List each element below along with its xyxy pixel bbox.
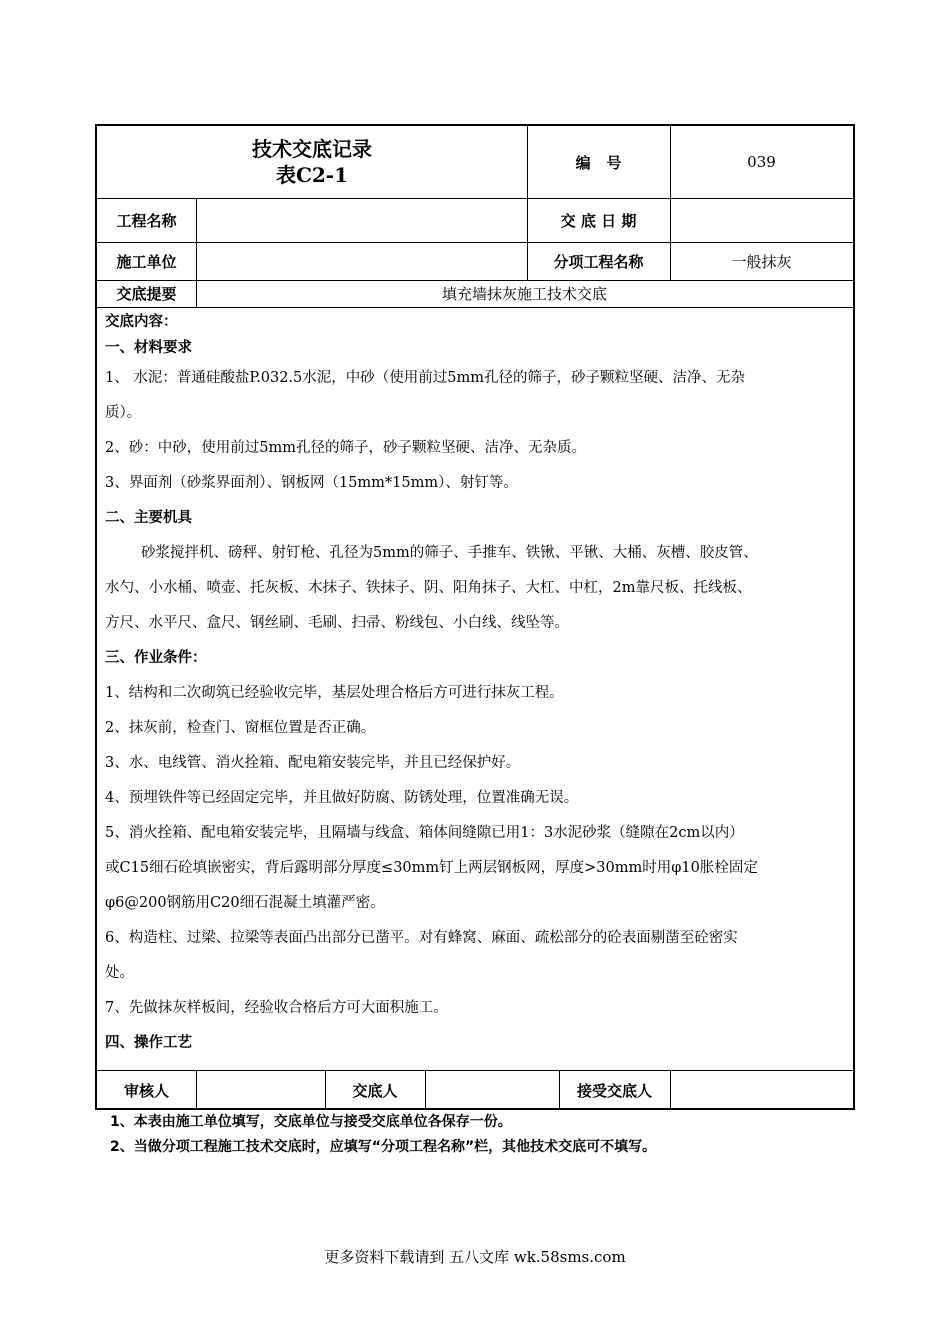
receiver-label: 接受交底人: [576, 1081, 652, 1100]
content-line: 4、预埋铁件等已经固定完毕，并且做好防腐、防锈处理，位置准确无误。: [105, 790, 579, 806]
reviewer-label: 审核人: [123, 1081, 169, 1100]
subproject-field[interactable]: 一般抹灰: [731, 252, 792, 271]
receiver-field[interactable]: [670, 1070, 853, 1110]
note-line: 1、本表由施工单位填写，交底单位与接受交底单位各保存一份。: [110, 1114, 512, 1130]
discloser-field[interactable]: [425, 1070, 559, 1110]
section-heading: 四、操作工艺: [105, 1035, 192, 1051]
section-heading: 一、材料要求: [105, 340, 192, 356]
date-field[interactable]: [670, 198, 853, 242]
section-heading: 交底内容：: [105, 314, 178, 330]
form-title-block: [97, 126, 527, 198]
content-line: 砂浆搅拌机、磅秤、射钉枪、孔径为5mm的筛子、手推车、铁锹、平锹、大桶、灰槽、胶皮管、: [141, 545, 758, 561]
date-label: 交 底 日 期: [560, 211, 637, 230]
project-name-field[interactable]: [196, 198, 527, 242]
disclosure-content: [105, 309, 847, 1057]
number-label: 编 号: [575, 153, 622, 172]
content-line: 7、先做抹灰样板间，经验收合格后方可大面积施工。: [105, 1000, 448, 1016]
number-value[interactable]: 039: [747, 153, 776, 171]
note-line: 2、当做分项工程施工技术交底时，应填写“分项工程名称”栏，其他技术交底可不填写。: [110, 1139, 657, 1155]
content-line: 处。: [105, 965, 134, 981]
row-divider: [97, 307, 853, 308]
content-line: 2、抹灰前，检查门、窗框位置是否正确。: [105, 720, 376, 736]
subproject-label: 分项工程名称: [553, 252, 644, 271]
content-line: 2、砂：中砂，使用前过5mm孔径的筛子，砂子颗粒坚硬、洁净、无杂质。: [105, 440, 586, 456]
form-notes: [110, 1110, 656, 1160]
content-line: φ6@200钢筋用C20细石混凝土填灌严密。: [105, 895, 385, 911]
summary-field[interactable]: 填充墙抹灰施工技术交底: [441, 285, 607, 303]
project-name-label: 工程名称: [116, 211, 177, 230]
form-subtitle: 表C2-1: [275, 163, 349, 187]
unit-label: 施工单位: [116, 252, 177, 271]
download-footer: 更多资料下载请到 五八文库 wk.58sms.com: [324, 1248, 626, 1266]
reviewer-field[interactable]: [196, 1070, 325, 1110]
summary-label: 交底提要: [116, 285, 177, 303]
technical-disclosure-form: [95, 124, 855, 1110]
content-line: 3、水、电线管、消火拴箱、配电箱安装完毕，并且已经保护好。: [105, 755, 521, 771]
content-line: 质）。: [105, 405, 142, 421]
content-line: 或C15细石砼填嵌密实，背后露明部分厚度≤30mm钉上两层钢板网，厚度>30mm时用φ10胀栓固定: [105, 860, 758, 876]
section-heading: 三、作业条件：: [105, 650, 207, 666]
content-line: 1、结构和二次砌筑已经验收完毕，基层处理合格后方可进行抹灰工程。: [105, 685, 564, 701]
content-line: 3、界面剂（砂浆界面剂）、钢板网（15mm*15mm）、射钉等。: [105, 475, 518, 491]
discloser-label: 交底人: [352, 1081, 398, 1100]
content-line: 1、 水泥：普通硅酸盐P.032.5水泥，中砂（使用前过5mm孔径的筛子，砂子颗粒坚硬、洁净、无杂: [105, 370, 745, 386]
content-line: 6、构造柱、过梁、拉梁等表面凸出部分已凿平。对有蜂窝、麻面、疏松部分的砼表面剔凿至砼密实: [105, 930, 738, 946]
unit-field[interactable]: [196, 242, 527, 280]
form-title: 技术交底记录: [252, 137, 372, 161]
content-line: 水勺、小水桶、喷壶、托灰板、木抹子、铁抹子、阴、阳角抹子、大杠、中杠，2m靠尺板、托线板、: [105, 580, 752, 596]
content-line: 方尺、水平尺、盒尺、钢丝刷、毛刷、扫帚、粉线包、小白线、线坠等。: [105, 615, 569, 631]
content-line: 5、消火拴箱、配电箱安装完毕，且隔墙与线盒、箱体间缝隙已用1：3水泥砂浆（缝隙在2cm以内）: [105, 825, 744, 841]
section-heading: 二、主要机具: [105, 510, 192, 526]
